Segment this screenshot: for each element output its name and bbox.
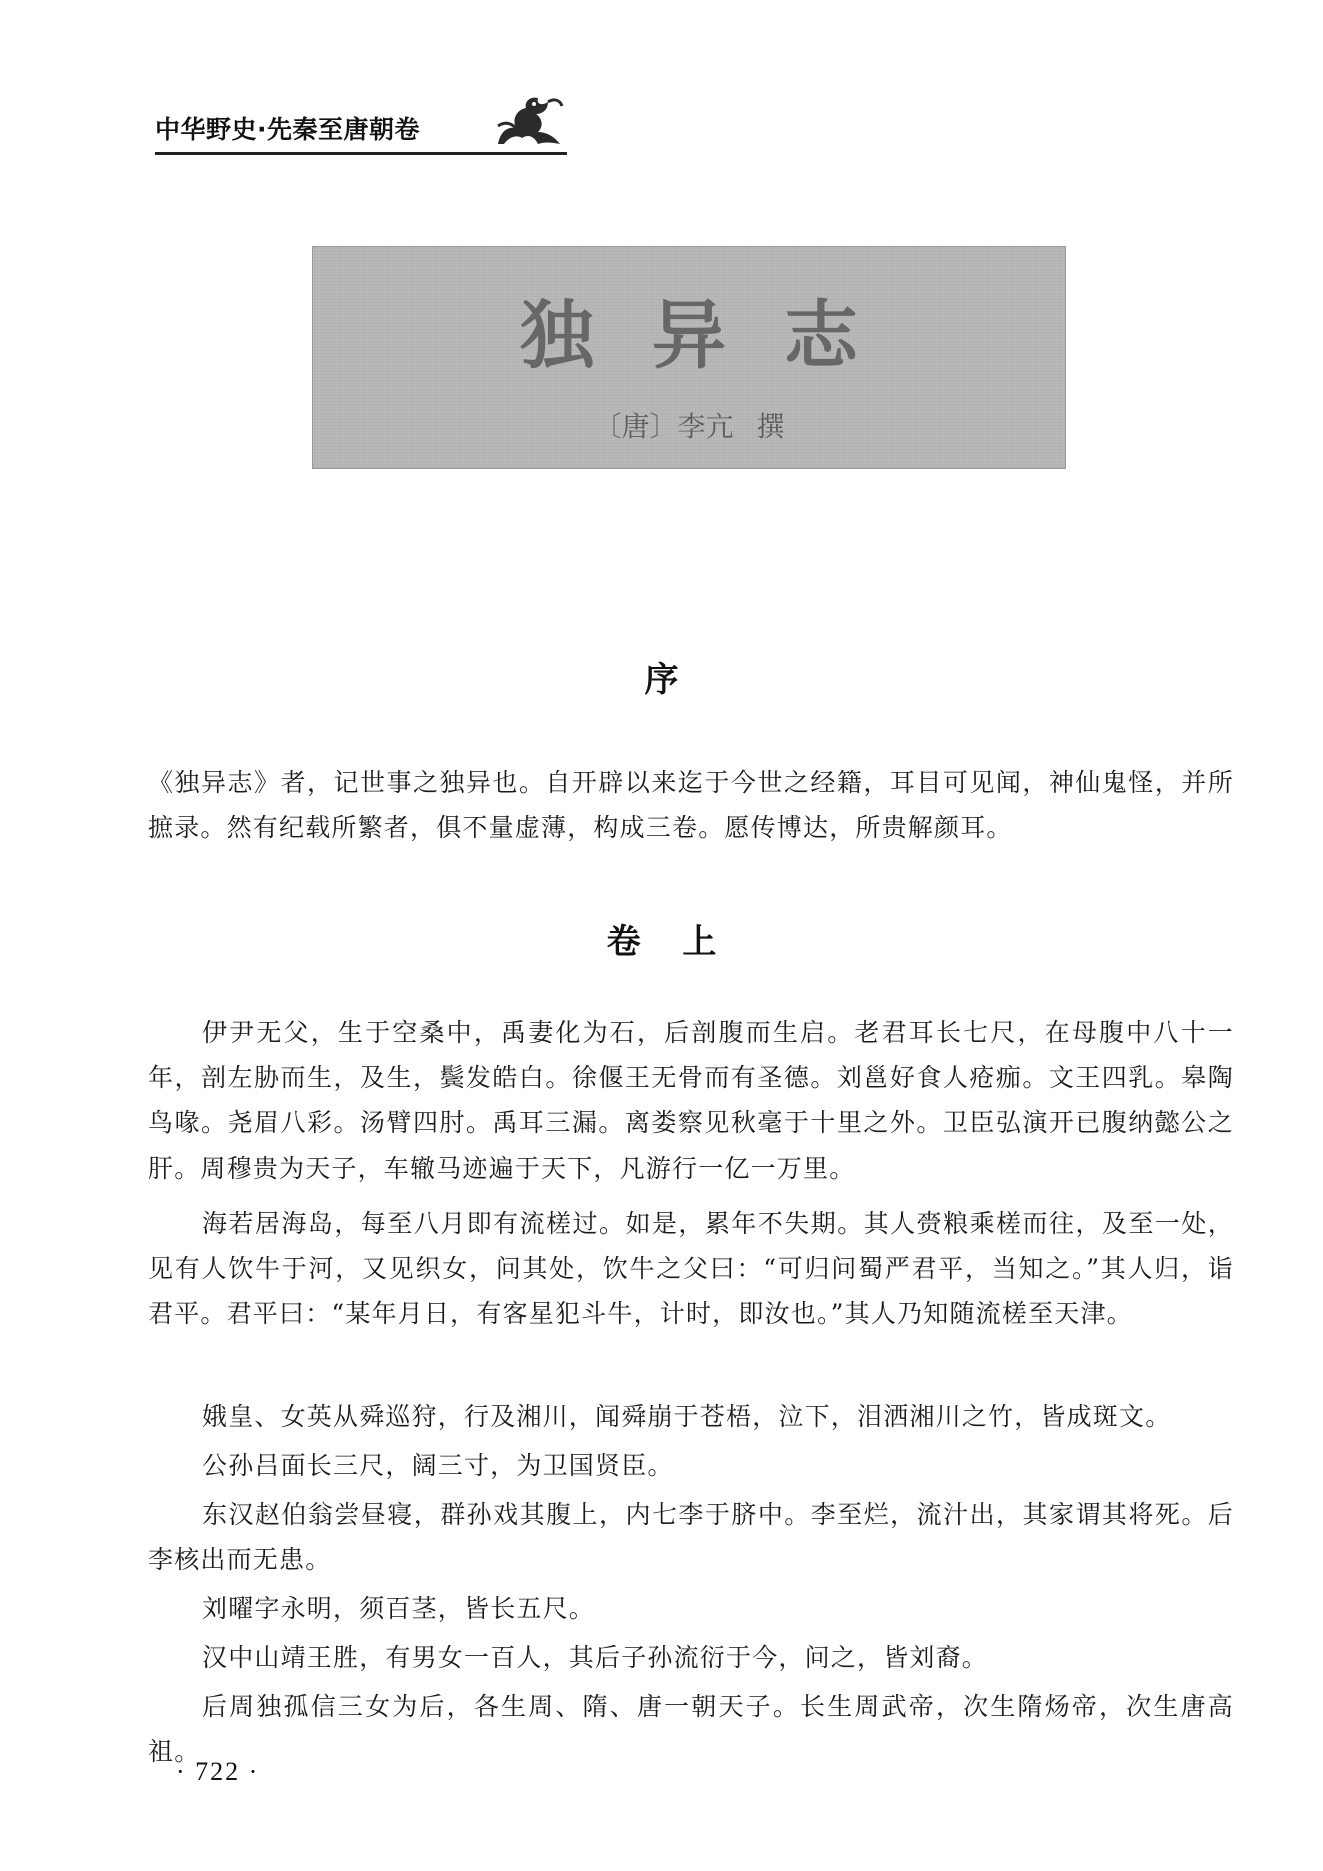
book-title: 独异志	[520, 293, 916, 379]
preface-heading: 序	[644, 660, 679, 700]
body-paragraph: 娥皇、女英从舜巡狩，行及湘川，闻舜崩于苍梧，泣下，泪洒湘川之竹，皆成斑文。	[202, 1402, 1172, 1431]
body-paragraph: 海若居海岛，每至八月即有流槎过。如是，累年不失期。其人赍粮乘槎而往，及至一处，见有人饮牛于河，又见织女，问其处，饮牛之父曰：“可归问蜀严君平，当知之。”其人归，诣君平。君平曰：“某年月日，有客星犯斗牛，计时，即汝也。”其人乃知随流槎至天津。	[148, 1209, 1234, 1329]
running-header-title: 中华野史·先秦至唐朝卷	[155, 115, 420, 144]
body-paragraph: 汉中山靖王胜，有男女一百人，其后子孙流衍于今，问之，皆刘裔。	[202, 1643, 989, 1672]
dragon-emblem-icon	[490, 92, 566, 150]
body-paragraph: 东汉赵伯翁尝昼寝，群孙戏其腹上，内七李于脐中。李至烂，流汁出，其家谓其将死。后李核出而无患。	[148, 1500, 1234, 1575]
title-banner	[312, 246, 1066, 469]
preface-paragraph: 《独异志》者，记世事之独异也。自开辟以来迄于今世之经籍，耳目可见闻，神仙鬼怪，并所摭录。然有纪载所繁者，俱不量虚薄，构成三卷。愿传博达，所贵解颜耳。	[148, 768, 1234, 843]
volume-heading: 卷 上	[606, 922, 717, 962]
body-paragraph: 公孙吕面长三尺，阔三寸，为卫国贤臣。	[202, 1451, 674, 1480]
body-paragraph: 刘曜字永明，须百茎，皆长五尺。	[202, 1594, 596, 1623]
body-paragraph: 伊尹无父，生于空桑中，禹妻化为石，后剖腹而生启。老君耳长七尺，在母腹中八十一年，剖左胁而生，及生，鬓发皓白。徐偃王无骨而有圣德。刘邕好食人疮痂。文王四乳。皋陶鸟喙。尧眉八彩。汤臂四肘。禹耳三漏。离娄察见秋毫于十里之外。卫臣弘演开已腹纳懿公之肝。周穆贵为天子，车辙马迹遍于天下，凡游行一亿一万里。	[148, 1018, 1234, 1183]
body-paragraph: 后周独孤信三女为后，各生周、隋、唐一朝天子。长生周武帝，次生隋炀帝，次生唐高祖。	[148, 1692, 1234, 1767]
author-line: 〔唐〕李亢 撰	[593, 410, 785, 443]
page-number: · 722 ·	[176, 1757, 260, 1786]
running-header	[155, 92, 567, 155]
